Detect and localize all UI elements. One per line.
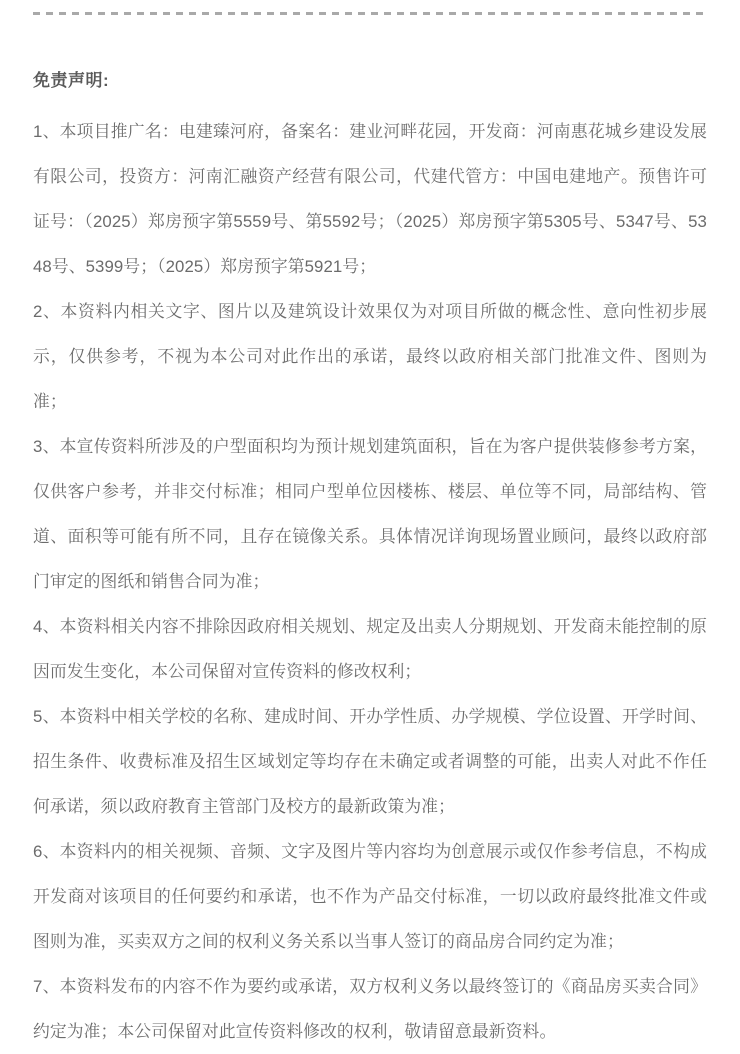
- dashed-divider: [33, 12, 707, 15]
- disclaimer-title: 免责声明:: [33, 71, 110, 90]
- disclaimer-paragraph-4: 4、本资料相关内容不排除因政府相关规划、规定及出卖人分期规划、开发商未能控制的原因而发生变化，本公司保留对宣传资料的修改权利；: [33, 617, 707, 681]
- disclaimer-paragraph-5: 5、本资料中相关学校的名称、建成时间、开办学性质、办学规模、学位设置、开学时间、招生条件、收费标准及招生区域划定等均存在未确定或者调整的可能，出卖人对此不作任何承诺，须以政府教育主管部门及校方的最新政策为准；: [33, 707, 707, 816]
- disclaimer-paragraph-2: 2、本资料内相关文字、图片以及建筑设计效果仅为对项目所做的概念性、意向性初步展示，仅供参考，不视为本公司对此作出的承诺，最终以政府相关部门批准文件、图则为准；: [33, 302, 707, 411]
- disclaimer-body: [33, 109, 707, 1054]
- disclaimer-paragraph-3: 3、本宣传资料所涉及的户型面积均为预计规划建筑面积，旨在为客户提供装修参考方案，仅供客户参考，并非交付标准；相同户型单位因楼栋、楼层、单位等不同，局部结构、管道、面积等可能有所不同，且存在镜像关系。具体情况详询现场置业顾问，最终以政府部门审定的图纸和销售合同为准；: [33, 437, 707, 591]
- disclaimer-paragraph-1: 1、本项目推广名：电建臻河府，备案名：建业河畔花园，开发商：河南惠花城乡建设发展有限公司，投资方：河南汇融资产经营有限公司，代建代管方：中国电建地产。预售许可证号：（2025）郑房预字第5559号、第5592号；（2025）郑房预字第5305号、5347号、5348号、5399号；（2025）郑房预字第5921号；: [33, 122, 707, 276]
- disclaimer-paragraph-6: 6、本资料内的相关视频、音频、文字及图片等内容均为创意展示或仅作参考信息，不构成开发商对该项目的任何要约和承诺，也不作为产品交付标准，一切以政府最终批准文件或图则为准，买卖双方之间的权利义务关系以当事人签订的商品房合同约定为准；: [33, 842, 707, 951]
- disclaimer-paragraph-7: 7、本资料发布的内容不作为要约或承诺，双方权利义务以最终签订的《商品房买卖合同》约定为准；本公司保留对此宣传资料修改的权利，敬请留意最新资料。: [33, 977, 707, 1041]
